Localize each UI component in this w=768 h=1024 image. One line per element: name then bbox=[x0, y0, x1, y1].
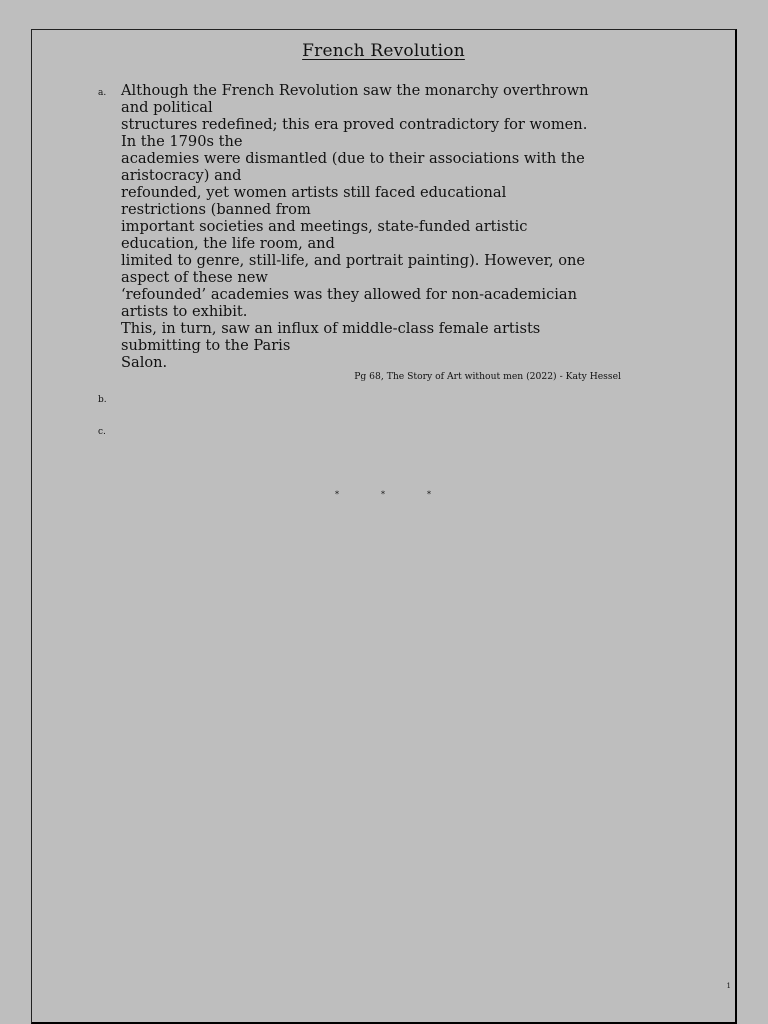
paragraph-line: structures redefined; this era proved contradictory for women. bbox=[121, 116, 588, 133]
list-marker-c: c. bbox=[98, 427, 106, 437]
paragraph-line: ‘refounded’ academies was they allowed for non-academician bbox=[121, 286, 578, 303]
citation: Pg 68, The Story of Art without men (2022) - Katy Hessel bbox=[354, 371, 621, 382]
document-page bbox=[31, 29, 737, 1024]
paragraph-line: important societies and meetings, state-funded artistic bbox=[121, 218, 528, 235]
paragraph-line: Although the French Revolution saw the monarchy overthrown bbox=[121, 82, 589, 99]
list-marker-a: a. bbox=[98, 88, 107, 98]
page-title: French Revolution bbox=[302, 41, 465, 61]
section-separator bbox=[32, 490, 735, 500]
list-marker-b: b. bbox=[98, 395, 107, 405]
paragraph-line: Salon. bbox=[121, 354, 168, 371]
separator-asterisk: * bbox=[427, 490, 431, 499]
paragraph-line: submitting to the Paris bbox=[121, 337, 291, 354]
paragraph-line: limited to genre, still-life, and portrait painting). However, one bbox=[121, 252, 586, 269]
page-number: 1 bbox=[726, 982, 731, 990]
paragraph-a bbox=[121, 82, 641, 371]
paragraph-line: academies were dismantled (due to their associations with the bbox=[121, 150, 585, 167]
paragraph-line: aspect of these new bbox=[121, 269, 268, 286]
paragraph-line: refounded, yet women artists still faced educational bbox=[121, 184, 507, 201]
paragraph-line: This, in turn, saw an influx of middle-class female artists bbox=[121, 320, 541, 337]
paragraph-line: education, the life room, and bbox=[121, 235, 335, 252]
paragraph-line: In the 1790s the bbox=[121, 133, 243, 150]
separator-asterisk: * bbox=[381, 490, 385, 499]
paragraph-line: restrictions (banned from bbox=[121, 201, 311, 218]
paragraph-line: and political bbox=[121, 99, 213, 116]
paragraph-line: artists to exhibit. bbox=[121, 303, 248, 320]
paragraph-line: aristocracy) and bbox=[121, 167, 242, 184]
separator-asterisk: * bbox=[335, 490, 339, 499]
